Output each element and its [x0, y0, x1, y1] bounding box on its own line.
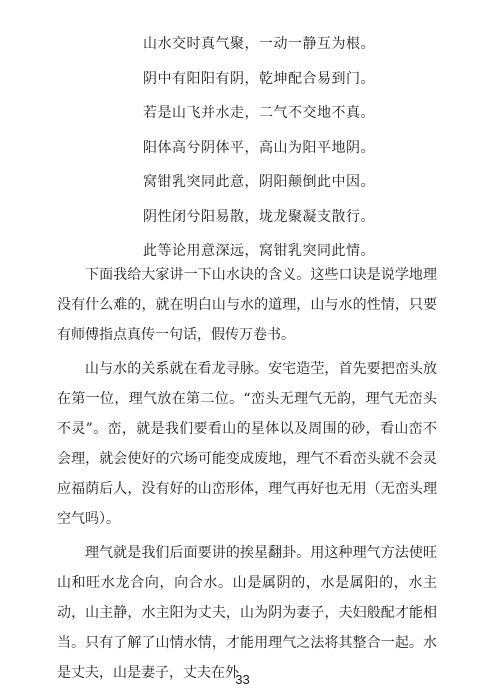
paragraph: 山与水的关系就在看龙寻脉。安宅造茔，首先要把峦头放在第一位，理气放在第二位。“峦头无理气无韵，理气无峦头不灵”。峦，就是我们要看山的星体以及周围的砂，看山峦不会理，就会使好的穴场可能变成废地，理气不看峦头就不会灵应福荫后人，没有好的山峦形体，理气再好也无用（无峦头理空气吗）。 — [57, 361, 437, 527]
verse-line: 阴性闭兮阳易散，垅龙聚凝支散行。 — [143, 208, 375, 225]
verse-line: 山水交时真气聚，一动一静互为根。 — [143, 36, 375, 52]
verse-block — [143, 27, 443, 269]
verse-line: 若是山飞并水走，二气不交地不真。 — [143, 105, 375, 121]
verse-line: 阴中有阳阳有阴，乾坤配合易到门。 — [143, 70, 375, 87]
verse-line: 此等论用意深远，窝钳乳突同此情。 — [143, 243, 375, 259]
paragraph: 理气就是我们后面要讲的挨星翻卦。用这种理气方法使旺山和旺水龙合向，向合水。山是属阴的，水是属阳的，水主动，山主静，水主阳为丈夫，山为阴为妻子，夫妇般配才能相当。只有了解了山情水情，才能用理气之法将其整合一起。水是丈夫，山是妻子，丈夫在外 — [57, 545, 437, 681]
verse-line: 窝钳乳突同此意，阴阳颠倒此中因。 — [143, 174, 375, 190]
verse-line: 阳体高兮阴体平，高山为阳平地阴。 — [143, 139, 375, 156]
paragraph: 下面我给大家讲一下山水诀的含义。这些口诀是说学地理没有什么难的，就在明白山与水的道理，山与水的性情，只要有师傅指点真传一句话，假传万卷书。 — [57, 267, 437, 343]
page-number: 33 — [235, 672, 250, 687]
prose-block — [57, 260, 437, 690]
